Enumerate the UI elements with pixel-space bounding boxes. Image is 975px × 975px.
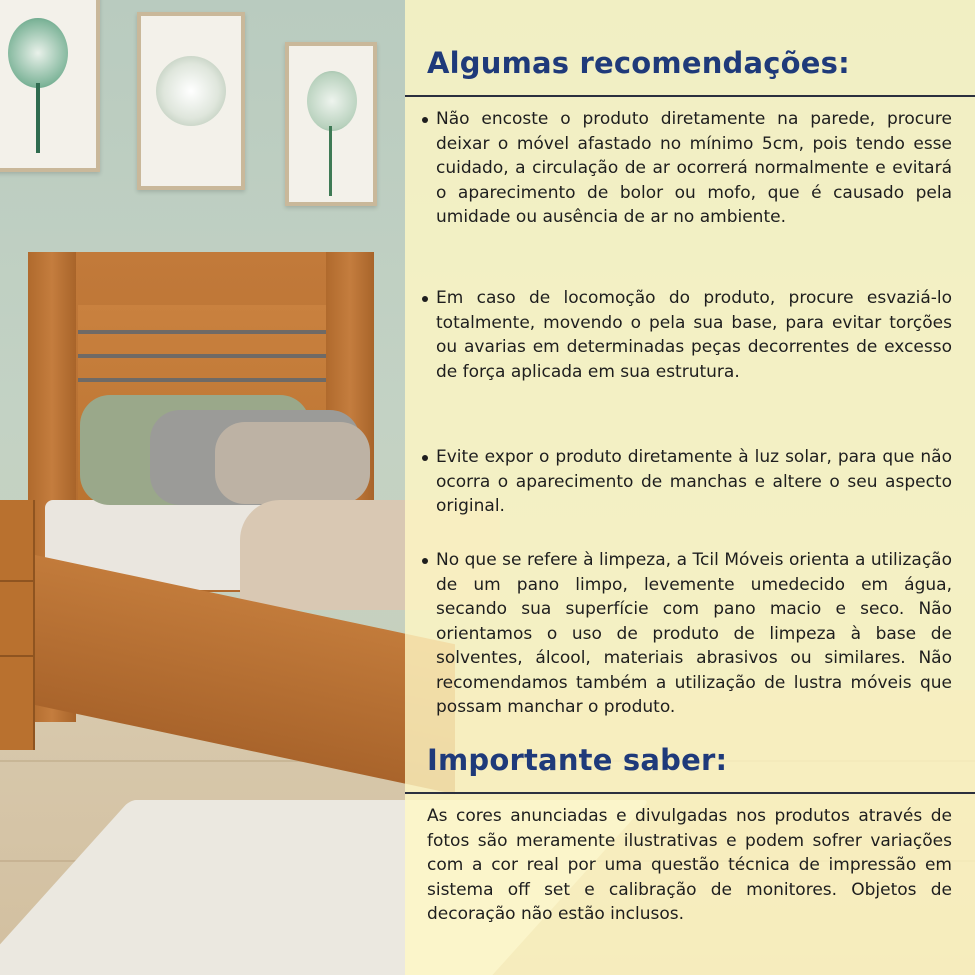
nightstand-drawer-line [0,580,33,582]
flower-art [8,18,68,88]
recommendations-heading: Algumas recomendações: [427,46,850,80]
recommendations-divider [405,95,975,97]
recommendation-item-4 [422,548,952,720]
bullet-icon [422,296,428,302]
bullet-icon [422,558,428,564]
recommendation-text: No que se refere à limpeza, a Tcil Móveis orienta a utilização de um pano limpo, levemente umedecido em água, secando sua superfície com pano macio e seco. Não orientamos o uso de produto de limpeza à base de solventes, álcool, materiais abrasivos ou similares. Não recomendamos também a utilização de lustra móveis que possam manchar o produto. [436,550,952,717]
headboard-slat [78,330,326,334]
wall-picture-frame [285,42,377,206]
bullet-icon [422,455,428,461]
flower-art [307,71,357,131]
recommendation-text: Não encoste o produto diretamente na parede, procure deixar o móvel afastado no mínimo 5cm, pois tendo esse cuidado, a circulação de ar ocorrerá normalmente e evitará o aparecimento de bolor ou mofo, que é causado pela umidade ou ausência de ar no ambiente. [436,109,952,227]
flower-stem [36,83,40,153]
important-text: As cores anunciadas e divulgadas nos produtos através de fotos são meramente ilustrativas e podem sofrer variações com a cor real por uma questão técnica de impressão em sistema off set e calibração de monitores. Objetos de decoração não estão inclusos. [427,806,952,924]
flower-stem [329,126,332,196]
headboard-slat [78,354,326,358]
bullet-icon [422,117,428,123]
wall-picture-frame [137,12,245,190]
important-heading: Importante saber: [427,743,728,777]
recommendation-item-3 [422,445,952,519]
pillow-striped [215,422,370,504]
flower-art [156,56,226,126]
recommendation-item-2 [422,286,952,384]
wall-picture-frame [0,0,100,172]
nightstand-drawer-line [0,655,33,657]
recommendation-text: Em caso de locomoção do produto, procure esvaziá-lo totalmente, movendo o pela sua base, para evitar torções ou avarias em determinadas peças decorrentes de excesso de força aplicada em sua estrutura. [436,288,952,382]
recommendation-item-1 [422,107,952,230]
recommendation-text: Evite expor o produto diretamente à luz solar, para que não ocorra o aparecimento de manchas e altere o seu aspecto original. [436,447,952,516]
headboard-slat [78,378,326,382]
nightstand [0,500,35,750]
important-divider [405,792,975,794]
